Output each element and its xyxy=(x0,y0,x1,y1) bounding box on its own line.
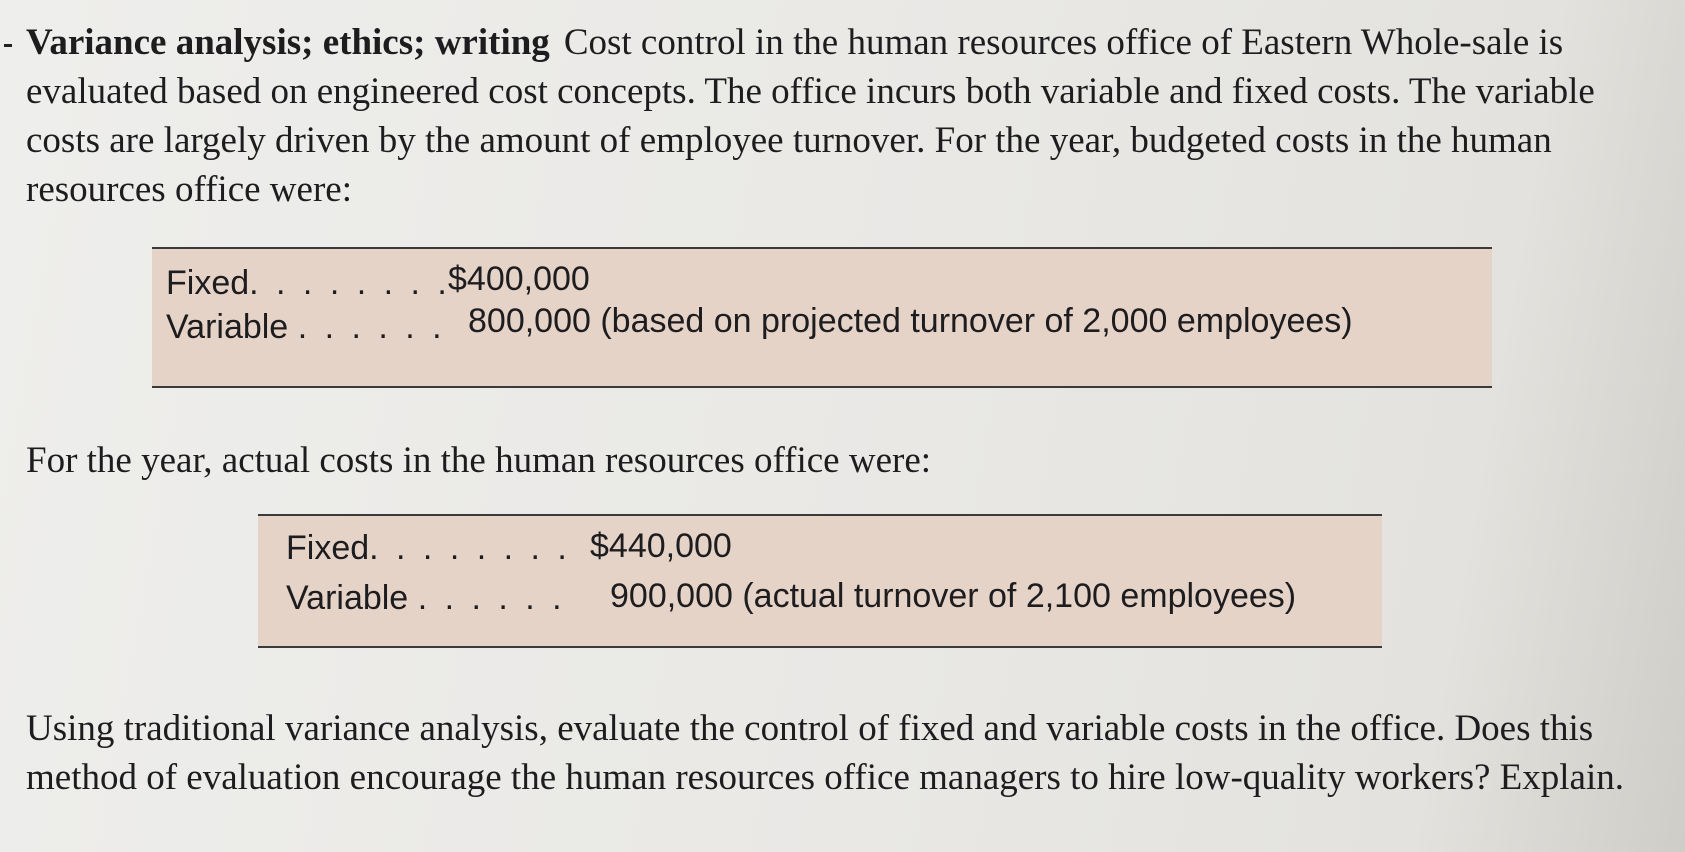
bullet-mark xyxy=(4,44,12,47)
table-row xyxy=(166,307,446,347)
row-label: Variable xyxy=(286,579,409,617)
row-label: Fixed xyxy=(166,264,250,302)
actual-costs-intro: For the year, actual costs in the human resources office were: xyxy=(26,440,932,481)
row-label: Fixed xyxy=(286,529,370,567)
table-row xyxy=(166,263,451,303)
dot-leader: . . . . . . . . xyxy=(369,529,571,567)
problem-body: Cost control in the human resources office of Eastern Whole-sale is evaluated based on engineered cost concepts. The office incurs both variable and fixed costs. The variable costs are largely driven by the amount of employee turnover. For the year, budgeted costs in the human resources office were: xyxy=(26,22,1595,210)
question-text: Using traditional variance analysis, evaluate the control of fixed and variable costs in the office. Does this method of evaluation encourage the human resources office managers to hire low-quality workers? Explain. xyxy=(26,708,1624,798)
row-label: Variable xyxy=(166,308,289,346)
problem-intro xyxy=(26,18,1636,214)
table-row xyxy=(286,578,566,618)
dot-leader: . . . . . . . . xyxy=(249,264,451,302)
row-value: 800,000 (based on projected turnover of 2,000 employees) xyxy=(468,302,1353,340)
row-value: $400,000 xyxy=(448,260,590,298)
problem-heading: Variance analysis; ethics; writing xyxy=(26,22,550,63)
table-row xyxy=(286,528,571,568)
budgeted-costs-table xyxy=(152,247,1492,388)
actual-costs-table xyxy=(258,514,1382,648)
row-value: $440,000 xyxy=(590,527,732,565)
dot-leader: . . . . . . xyxy=(417,579,566,617)
row-value: 900,000 (actual turnover of 2,100 employees) xyxy=(610,577,1297,615)
dot-leader: . . . . . . xyxy=(297,308,446,346)
